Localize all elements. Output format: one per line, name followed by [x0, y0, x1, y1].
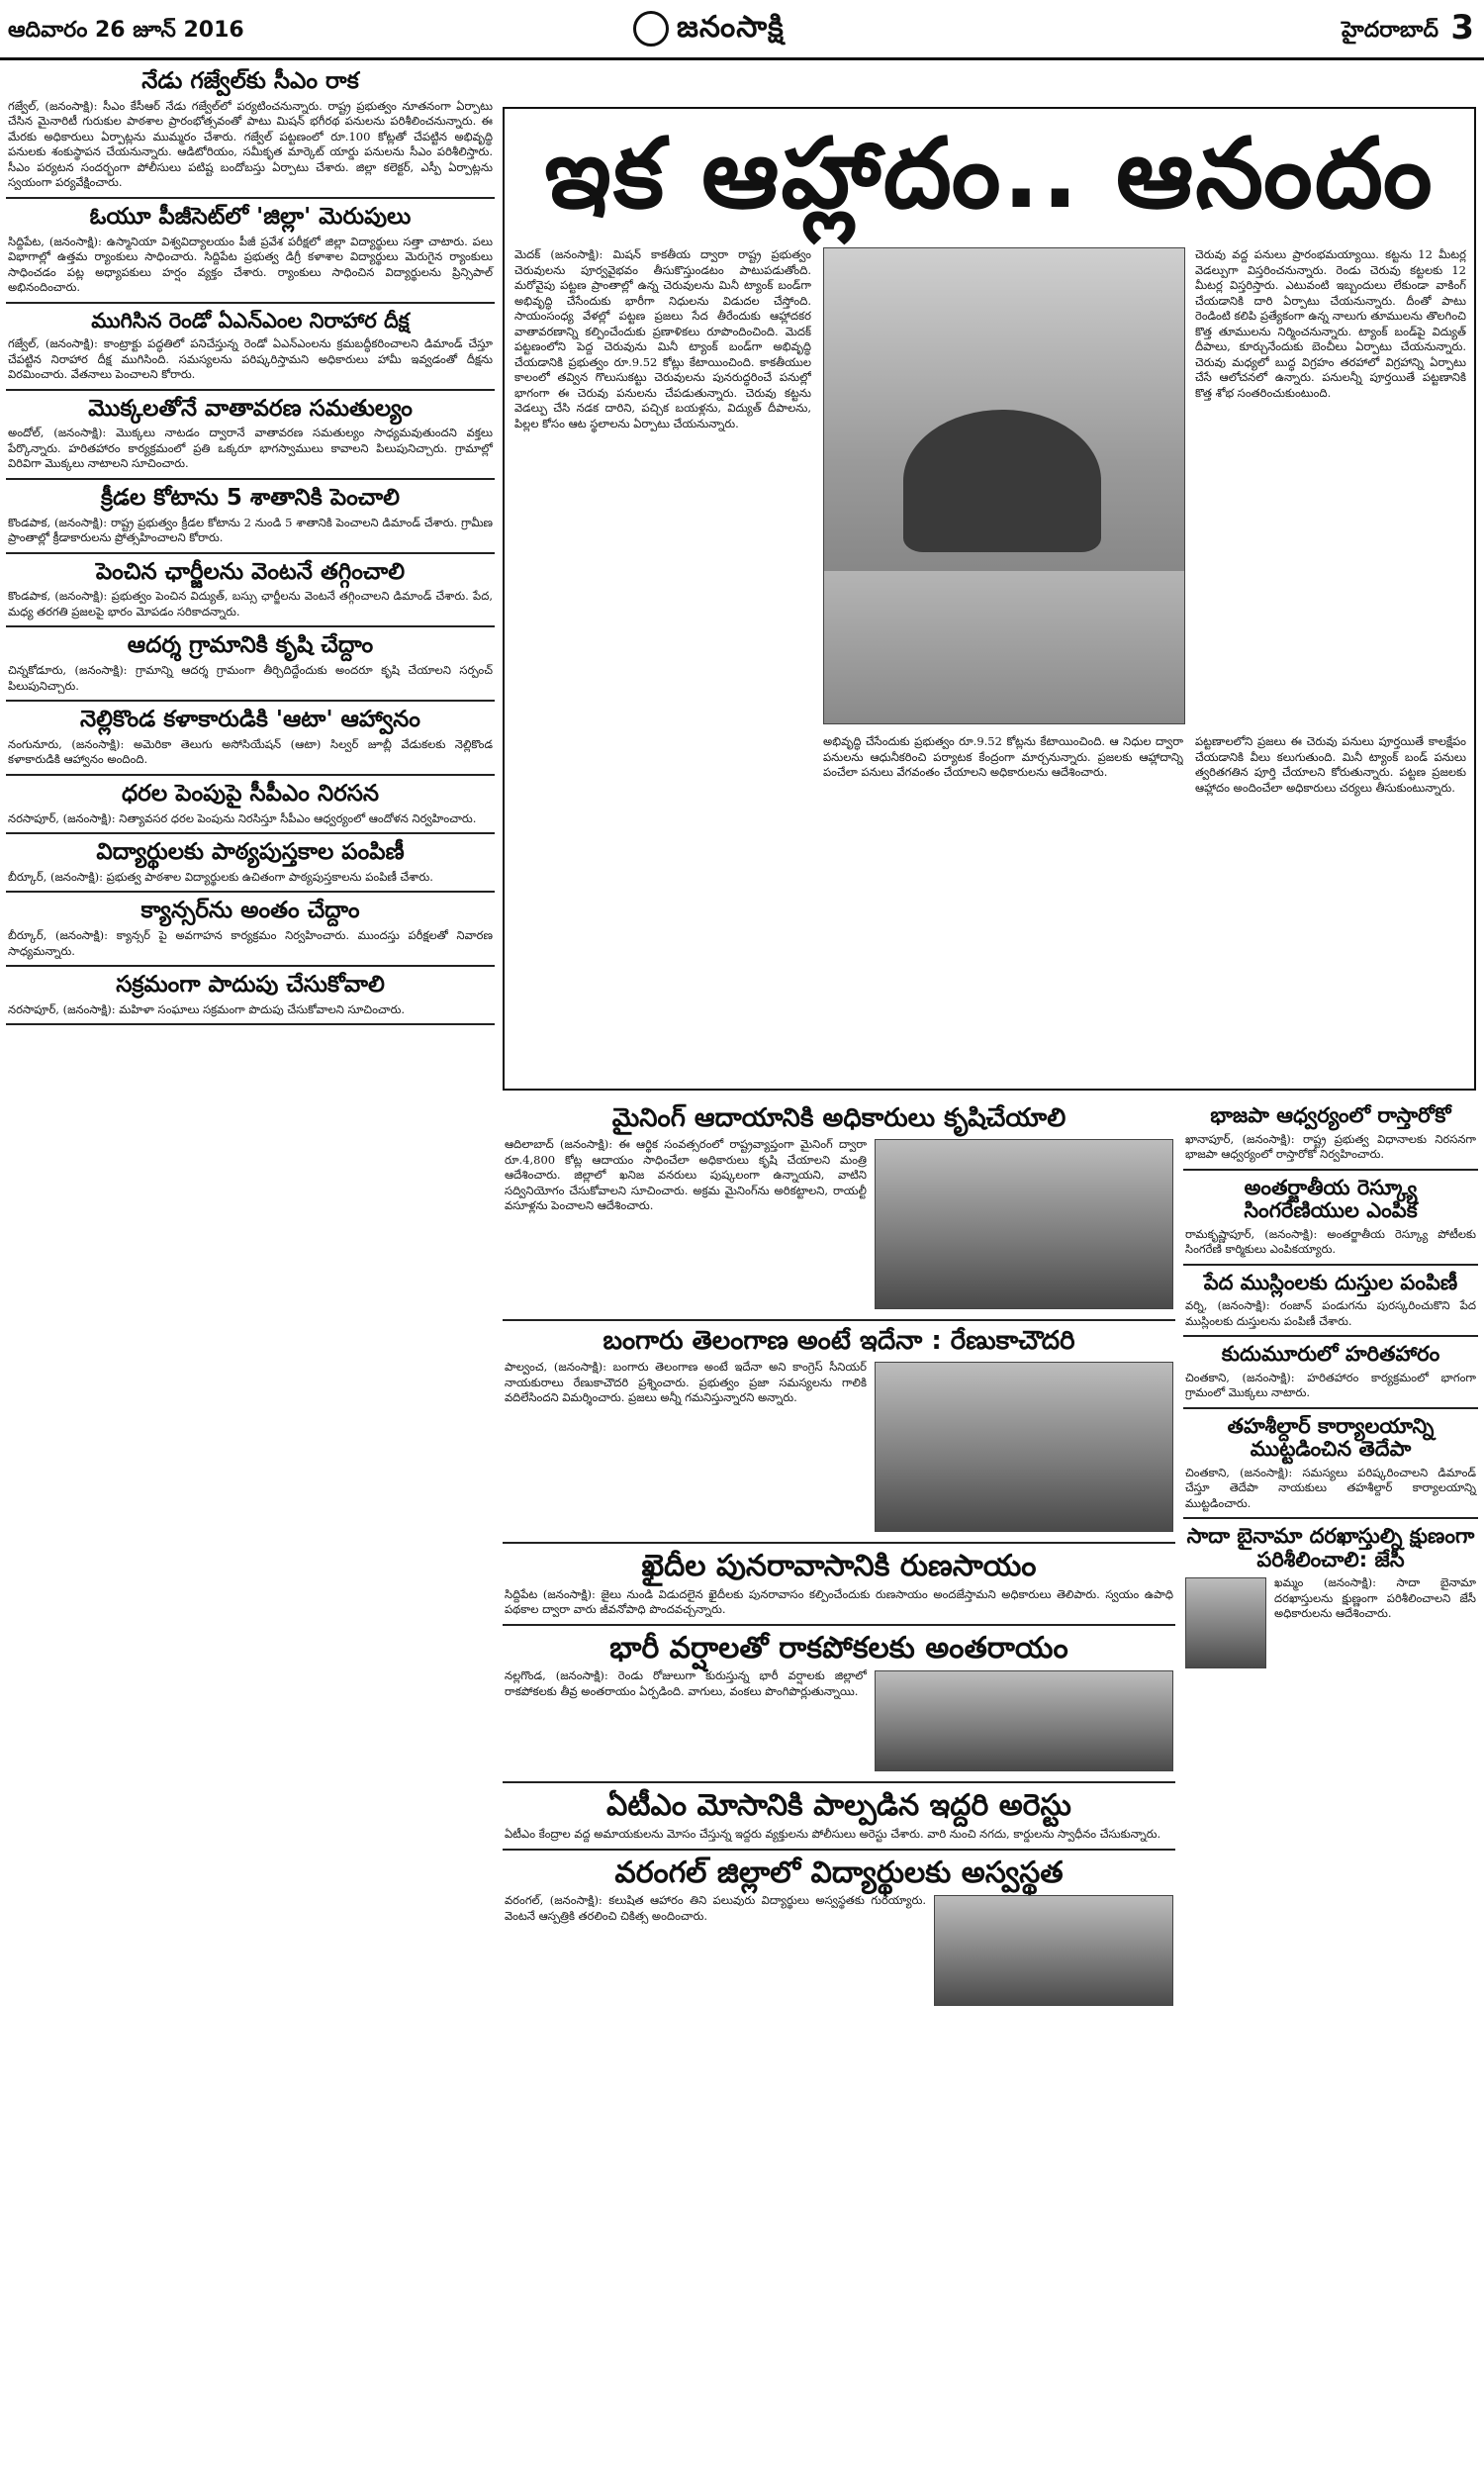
- story-headline: పేద ముస్లింలకు దుస్తుల పంపిణీ: [1203, 1270, 1458, 1294]
- story-headline: క్యాన్సర్‌ను అంతం చేద్దాం: [140, 898, 360, 924]
- story-model-village: [6, 627, 495, 702]
- jc-portrait-photo: [1185, 1577, 1266, 1668]
- story-textbooks: [6, 834, 495, 893]
- story-atm-fraud: [503, 1783, 1175, 1850]
- story-body: ఖానాపూర్, (జనంసాక్షి): రాష్ట్ర ప్రభుత్వ విధానాలకు నిరసనగా భాజపా ఆధ్వర్యంలో రాస్తారోకో నిర్వహించారు.: [1185, 1131, 1476, 1162]
- story-headline: పెంచిన ఛార్జీలను వెంటనే తగ్గించాలి: [95, 558, 406, 585]
- story-anm-strike: [6, 304, 495, 391]
- story-mining: [503, 1098, 1175, 1321]
- masthead: [0, 0, 1484, 60]
- story-headline: తహశీల్దార్ కార్యాలయాన్ని ముట్టడించిన తెదేపా: [1227, 1413, 1435, 1462]
- story-cancer: [6, 893, 495, 967]
- photo-figures: [890, 1422, 1158, 1515]
- story-body: వర్ని, (జనంసాక్షి): రంజాన్ పండుగను పురస్కరించుకొని పేద ముస్లింలకు దుస్తులను పంపిణీ చేశారు.: [1185, 1298, 1476, 1328]
- photo-figures: [947, 1935, 1160, 1995]
- story-gajwel: [6, 63, 495, 199]
- logo-text: జనంసాక్షి: [677, 10, 785, 45]
- lead-headline: ఇక ఆహ్లాదం.. ఆనందం: [544, 118, 1435, 231]
- story-headline: ఏటీఎం మోసానికి పాల్పడిన ఇద్దరి అరెస్టు: [606, 1788, 1071, 1824]
- story-rescue: [1183, 1171, 1478, 1266]
- story-charges: [6, 554, 495, 628]
- story-ata-invite: [6, 702, 495, 776]
- story-body: నరసాపూర్, (జనంసాక్షి): మహిళా సంఘాలు సక్రమంగా పొదుపు చేసుకోవాలని సూచించారు.: [8, 1001, 406, 1016]
- lead-body-col3: అభివృద్ధి చేసేందుకు ప్రభుత్వం రూ.9.52 కోట్లను కేటాయించింది. ఆ నిధుల ద్వారా పనులను ఆధునీకరించి పర్యాటక కేంద్రంగా మార్చనున్నారు. ప్రజలకు ఆహ్లాదాన్ని పంచేలా పనులు వేగవంతం చేయాలని అధికారులను ఆదేశించారు.: [823, 734, 1183, 779]
- students-hospital-photo: [934, 1895, 1173, 2006]
- story-headline: సాదా బైనామా దరఖాస్తుల్ని క్షుణంగా పరిశీలించాలి: జేసీ: [1186, 1524, 1475, 1571]
- story-warangal: [503, 1851, 1175, 2017]
- photo-figures: [890, 1199, 1158, 1292]
- story-headline: ఖైదీల పునరావాసానికి రుణసాయం: [641, 1549, 1037, 1584]
- story-savings: [6, 967, 495, 1025]
- story-body: చింతకాని, (జనంసాక్షి): సమస్యలు పరిష్కరించాలని డిమాండ్ చేస్తూ తెదేపా నాయకులు తహశీల్దార్ కార్యాలయాన్ని ముట్టడించారు.: [1185, 1465, 1476, 1510]
- story-headline: నెల్లికొండ కళాకారుడికి 'ఆటా' ఆహ్వానం: [80, 707, 420, 733]
- right-column: [1183, 1098, 1478, 2468]
- story-bjp-rastaroko: [1183, 1098, 1478, 1171]
- story-tdp-siege: [1183, 1409, 1478, 1520]
- story-sada-bainama: [1183, 1519, 1478, 1678]
- story-plants: [6, 391, 495, 480]
- story-headline: భారీ వర్షాలతో రాకపోకలకు అంతరాయం: [609, 1630, 1068, 1665]
- story-body: అందోల్, (జనంసాక్షి): మొక్కలు నాటడం ద్వారానే వాతావరణ సమతుల్యం సాధ్యమవుతుందని వక్తలు పేర్కొన్నారు. హరితహారం కార్యక్రమంలో ప్రతి ఒక్కరూ భాగస్వాములు కావాలని పిలుపునిచ్చారు. గ్రామాల్లో విరివిగా మొక్కలు నాటాలని సూచించారు.: [8, 426, 493, 471]
- renuka-rally-photo: [875, 1362, 1173, 1532]
- story-cpm-protest: [6, 776, 495, 834]
- story-prisoners: [503, 1544, 1175, 1626]
- story-sports-quota: [6, 480, 495, 554]
- story-headline: ఆదర్శ గ్రామానికి కృషి చేద్దాం: [127, 632, 374, 659]
- story-body: గజ్వేల్, (జనంసాక్షి): కాంట్రాక్టు పద్ధతిలో పనిచేస్తున్న రెండో ఏఎన్‌ఎంలను క్రమబద్ధీకరించాలని డిమాండ్ చేస్తూ చేపట్టిన నిరాహార దీక్ష ముగిసింది. సమస్యలను పరిష్కరిస్తామని అధికారులు హామీ ఇవ్వడంతో దీక్షను విరమించారు. వేతనాలు పెంచాలని కోరారు.: [8, 336, 493, 382]
- story-body: నల్లగొండ, (జనంసాక్షి): రెండు రోజులుగా కురుస్తున్న భారీ వర్షాలకు జిల్లాలో రాకపోకలకు తీవ్ర అంతరాయం ఏర్పడింది. వాగులు, వంకలు పొంగిపొర్లుతున్నాయి.: [505, 1668, 867, 1698]
- story-headline: అంతర్జాతీయ రెస్క్యూ సింగరేణియుల ఎంపిక: [1244, 1175, 1418, 1223]
- logo-mark-icon: [633, 11, 669, 47]
- page-number: 3: [1450, 8, 1474, 48]
- story-body: నరసాపూర్, (జనంసాక్షి): నిత్యావసర ధరల పెంపును నిరసిస్తూ సీపీఎం ఆధ్వర్యంలో ఆందోళన నిర్వహించారు.: [8, 810, 477, 825]
- issue-date: ఆదివారం 26 జూన్ 2016: [8, 18, 244, 43]
- story-haritha-haram: [1183, 1337, 1478, 1409]
- story-headline: ముగిసిన రెండో ఏఎన్‌ఎంల నిరాహార దీక్ష: [91, 308, 410, 333]
- story-body: రామకృష్ణాపూర్, (జనంసాక్షి): అంతర్జాతీయ రెస్క్యూ పోటీలకు సింగరేణి కార్మికులు ఎంపికయ్యారు.: [1185, 1226, 1476, 1257]
- story-rains: [503, 1626, 1175, 1784]
- lead-body-col4: పట్టణాలలోని ప్రజలు ఈ చెరువు పనులు పూర్తయితే కాలక్షేపం చేయడానికి వీలు కలుగుతుంది. మినీ ట్యాంక్ బండ్ పనులు త్వరితగతిన పూర్తి చేయాలని కోరుతున్నారు. పట్టణ ప్రజలకు ఆహ్లాదం అందించేలా అధికారులు చర్యలు తీసుకుంటున్నారు.: [1195, 734, 1466, 795]
- story-renuka: [503, 1321, 1175, 1544]
- lead-body-col1: మెదక్ (జనంసాక్షి): మిషన్ కాకతీయ ద్వారా రాష్ట్ర ప్రభుత్వం చెరువులను పూర్వవైభవం తీసుకొస్తుండటం పాటుపడుతోంది. మరోవైపు పట్టణ ప్రాంతాల్లో ఉన్న చెరువులను మినీ ట్యాంక్ బండ్‌గా అభివృద్ధి చేసేందుకు భారీగా నిధులను విడుదల చేస్తోంది. సాయంసంధ్య వేళల్లో పట్టణ ప్రజలు సేద తీరేందుకు ఆహ్లాదకర వాతావరణాన్ని కల్పించేందుకు ప్రణాళికలు రూపొందించింది. మెదక్ పట్టణంలోని పెద్ద చెరువును మినీ ట్యాంక్ బండ్‌గా అభివృద్ధి చేయడానికి ప్రభుత్వం రూ.9.52 కోట్లు కేటాయించింది. కాకతీయుల కాలంలో తవ్విన గొలుసుకట్టు చెరువులను పునరుద్ధరించే పనుల్లో భాగంగా ఈ చెరువు పనులను చేపడుతున్నారు. చెరువు కట్టను వెడల్పు చేసి నడక దారిని, పచ్చిక బయళ్లను, విద్యుత్ దీపాలను, పిల్లల కోసం ఆట స్థలాలను ఏర్పాటు చేయనున్నారు.: [514, 247, 811, 430]
- lead-body-col2: చెరువు వద్ద పనులు ప్రారంభమయ్యాయి. కట్టను 12 మీటర్ల వెడల్పుగా విస్తరించనున్నారు. రెండు చెరువు కట్టలకు 12 మీటర్ల విస్తరిస్తారు. ఎటువంటి ఇబ్బందులు లేకుండా వాకింగ్ చేయడానికి దారి ఏర్పాటు చేయనున్నారు. దీంతో పాటు రెండింటి కలిపి ప్రత్యేకంగా ఉన్న నాలుగు తూములను తొలగించి కొత్త తూములను నిర్మించనున్నారు. ట్యాంక్ బండ్‌పై విద్యుత్ దీపాలు, కూర్చునేందుకు బెంచీలు ఏర్పాటు చేయనున్నారు. చెరువు మధ్యలో బుద్ధ విగ్రహం తరహాలో విగ్రహాన్ని ఏర్పాటు చేసే ఆలోచనలో ఉన్నారు. పనులన్నీ పూర్తయితే పట్టణానికి కొత్త శోభ సంతరించుకుంటుంది.: [1195, 247, 1466, 400]
- story-body: గజ్వేల్, (జనంసాక్షి): సీఎం కేసీఆర్ నేడు గజ్వేల్‌లో పర్యటించనున్నారు. రాష్ట్ర ప్రభుత్వం నూతనంగా ఏర్పాటు చేసిన మైనారిటీ గురుకుల పాఠశాల ప్రారంభోత్సవంతో పాటు మిషన్ భగీరథ పనులను పరిశీలించనున్నారు. ఈ మేరకు అధికారులు ఏర్పాట్లను ముమ్మరం చేశారు. గజ్వేల్ పట్టణంలో రూ.100 కోట్లతో చేపట్టిన అభివృద్ధి పనులకు శంకుస్థాపన చేయనున్నారు. ఆడిటోరియం, సమీకృత మార్కెట్ యార్డు పనులను సీఎం పరిశీలిస్తారు. సీఎం పర్యటన సందర్భంగా పోలీసులు పటిష్ట బందోబస్తు ఏర్పాటు చేశారు. జిల్లా కలెక్టర్, ఎస్పీ ఏర్పాట్లను స్వయంగా పర్యవేక్షించారు.: [8, 98, 493, 190]
- story-body: ఖమ్మం (జనంసాక్షి): సాదా బైనామా దరఖాస్తులను క్షుణ్ణంగా పరిశీలించాలని జేసీ అధికారులను ఆదేశించారు.: [1274, 1575, 1476, 1621]
- photo-figures: [890, 1706, 1158, 1760]
- story-body: కొండపాక, (జనంసాక్షి): ప్రభుత్వం పెంచిన విద్యుత్, బస్సు ఛార్జీలను వెంటనే తగ్గించాలని డిమాండ్ చేశారు. పేద, మధ్య తరగతి ప్రజలపై భారం మోపడం సరికాదన్నారు.: [8, 589, 493, 618]
- rain-crowd-photo: [875, 1670, 1173, 1771]
- left-column: [6, 63, 495, 2468]
- story-headline: విద్యార్థులకు పాఠ్యపుస్తకాల పంపిణీ: [96, 839, 405, 866]
- story-ou-pgcet: [6, 199, 495, 304]
- story-headline: ధరల పెంపుపై సీపీఎం నిరసన: [121, 780, 380, 807]
- story-headline: ఓయూ పీజీసెట్‌లో 'జిల్లా' మెరుపులు: [89, 203, 412, 230]
- story-body: కొండపాక, (జనంసాక్షి): రాష్ట్ర ప్రభుత్వం క్రీడల కోటాను 2 నుండి 5 శాతానికి పెంచాలని డిమాండ్ చేశారు. గ్రామీణ ప్రాంతాల్లో క్రీడాకారులను ప్రోత్సహించాలని కోరారు.: [8, 515, 493, 545]
- story-body: వరంగల్, (జనంసాక్షి): కలుషిత ఆహారం తిని పలువురు విద్యార్థులు అస్వస్థతకు గురయ్యారు. వెంటనే ఆస్పత్రికి తరలించి చికిత్స అందించారు.: [505, 1893, 926, 1923]
- mining-meeting-photo: [875, 1139, 1173, 1309]
- edition-city: హైదరాబాద్: [1342, 18, 1438, 43]
- story-ramzan-clothes: [1183, 1266, 1478, 1338]
- lead-photo-lake: [823, 247, 1185, 724]
- newspaper-logo: [633, 10, 785, 51]
- photo-water: [824, 571, 1184, 723]
- story-body: చింతకాని, (జనంసాక్షి): హరితహారం కార్యక్రమంలో భాగంగా గ్రామంలో మొక్కలు నాటారు.: [1185, 1370, 1476, 1400]
- story-headline: కుదుమూరులో హరితహారం: [1221, 1342, 1440, 1367]
- story-body: సిద్దిపేట (జనంసాక్షి): జైలు నుండి విడుదలైన ఖైదీలకు పునరావాసం కల్పించేందుకు రుణసాయం అందజేస్తామని అధికారులు తెలిపారు. స్వయం ఉపాధి పథకాల ద్వారా వారు జీవనోపాధి పొందవచ్చన్నారు.: [505, 1586, 1173, 1617]
- middle-column: [503, 1098, 1175, 2468]
- story-headline: మైనింగ్ ఆదాయానికి అధికారులు కృషిచేయాలి: [611, 1103, 1067, 1133]
- story-body: ఆదిలాబాద్ (జనంసాక్షి): ఈ ఆర్థిక సంవత్సరంలో రాష్ట్రవ్యాప్తంగా మైనింగ్ ద్వారా రూ.4,800 కోట్ల ఆదాయం సాధించేలా అధికారులు కృషి చేయాలని మంత్రి ఆదేశించారు. జిల్లాలో ఖనిజ వనరులు పుష్కలంగా ఉన్నాయని, వాటిని సద్వినియోగం చేసుకోవాలని సూచించారు. అక్రమ మైనింగ్‌ను అరికట్టాలని, రాయల్టీ వసూళ్లను పెంచాలని ఆదేశించారు.: [505, 1137, 867, 1213]
- story-body: ఏటీఎం కేంద్రాల వద్ద అమాయకులను మోసం చేస్తున్న ఇద్దరు వ్యక్తులను పోలీసులు అరెస్టు చేశారు. వారి నుంచి నగదు, కార్డులను స్వాధీనం చేసుకున్నారు.: [505, 1827, 1161, 1841]
- story-body: పాల్వంచ, (జనంసాక్షి): బంగారు తెలంగాణ అంటే ఇదేనా అని కాంగ్రెస్ సీనియర్ నాయకురాలు రేణుకాచౌదరి ప్రశ్నించారు. ప్రభుత్వం ప్రజా సమస్యలను గాలికి వదిలేసిందని విమర్శించారు. ప్రజలు అన్నీ గమనిస్తున్నారని అన్నారు.: [505, 1360, 867, 1405]
- story-headline: క్రీడల కోటాను 5 శాతానికి పెంచాలి: [100, 484, 401, 511]
- lead-story: [503, 107, 1476, 1091]
- story-headline: నేడు గజ్వేల్‌కు సీఎం రాక: [141, 68, 359, 94]
- story-body: చిన్నకోడూరు, (జనంసాక్షి): గ్రామాన్ని ఆదర్శ గ్రామంగా తీర్చిదిద్దేందుకు అందరూ కృషి చేయాలని సర్పంచ్ పిలుపునిచ్చారు.: [8, 663, 493, 693]
- story-headline: మొక్కలతోనే వాతావరణ సమతుల్యం: [88, 395, 413, 422]
- story-body: నంగునూరు, (జనంసాక్షి): అమెరికా తెలుగు అసోసియేషన్ (ఆటా) సిల్వర్ జూబ్లీ వేడుకలకు నెల్లికొండ కళాకారుడికి ఆహ్వానం అందింది.: [8, 736, 493, 767]
- story-body: బీర్కూర్, (జనంసాక్షి): ప్రభుత్వ పాఠశాల విద్యార్థులకు ఉచితంగా పాఠ్యపుస్తకాలను పంపిణీ చేశారు.: [8, 869, 433, 884]
- story-headline: బంగారు తెలంగాణ అంటే ఇదేనా : రేణుకాచౌదరి: [603, 1326, 1075, 1357]
- story-headline: భాజపా ఆధ్వర్యంలో రాస్తారోకో: [1210, 1103, 1451, 1127]
- story-body: బీర్కూర్, (జనంసాక్షి): క్యాన్సర్ పై అవగాహన కార్యక్రమం నిర్వహించారు. ముందస్తు పరీక్షలతో నివారణ సాధ్యమన్నారు.: [8, 928, 493, 958]
- story-body: సిద్దిపేట, (జనంసాక్షి): ఉస్మానియా విశ్వవిద్యాలయం పీజీ ప్రవేశ పరీక్షలో జిల్లా విద్యార్థులు సత్తా చాటారు. పలు విభాగాల్లో ఉత్తమ ర్యాంకులు సాధించారు. సిద్దిపేట ప్రభుత్వ డిగ్రీ కళాశాల విద్యార్థులు మెరుగైన ర్యాంకులు సాధించడం పట్ల అధ్యాపకులు హర్షం వ్యక్తం చేశారు. ర్యాంకులు సాధించిన విద్యార్థులను ప్రిన్సిపాల్ అభినందించారు.: [8, 234, 493, 294]
- story-headline: సక్రమంగా పాదుపు చేసుకోవాలి: [116, 972, 385, 999]
- photo-hill: [903, 410, 1101, 552]
- photo-figures: [1190, 1610, 1261, 1660]
- story-headline: వరంగల్ జిల్లాలో విద్యార్థులకు అస్వస్థత: [614, 1855, 1064, 1890]
